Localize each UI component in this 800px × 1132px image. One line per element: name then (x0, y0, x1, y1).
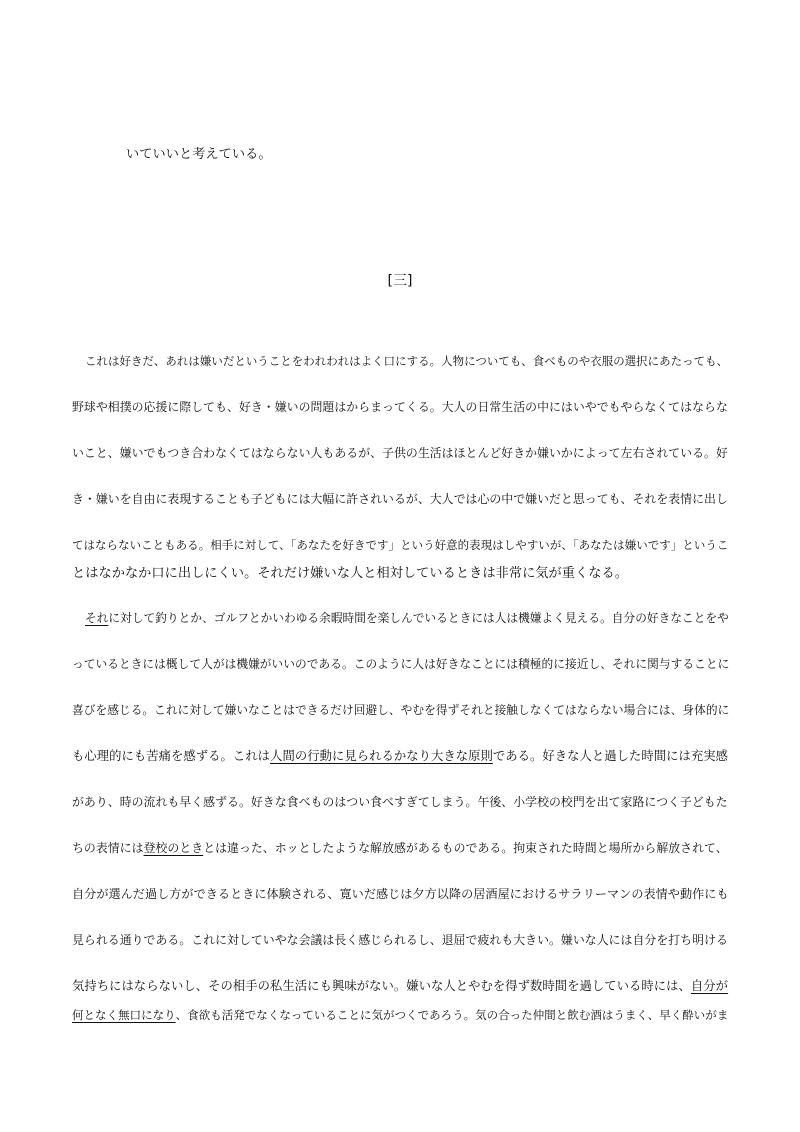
paragraph2-line-6 (72, 838, 728, 858)
paragraph2-line-9 (72, 976, 728, 996)
paragraph1-line-1: これは好きだ、あれは嫌いだということをわれわれはよく口にする。人物についても、食べものや衣服の選択にあたっても、 (85, 354, 729, 368)
paragraph2-line-5: があり、時の流れも早く感ずる。好きな食べものはつい食べすぎてしまう。午後、小学校の校門を出て家路につく子どもた (72, 795, 728, 809)
text-span: ちの表情には (72, 841, 144, 855)
text-span: とは違った、ホッとしたような解放感があるものである。拘束された時間と場所から解放されて、 (203, 841, 728, 855)
paragraph1-line-4: き・嫌いを自由に表現することも子どもには大幅に許されいるが、大人では心の中で嫌いだと思っても、それを表情に出し (72, 492, 728, 506)
paragraph2-line-10 (72, 1005, 728, 1025)
paragraph2-line-2: っているときには概して人がは機嫌がいいのである。このように人は好きなことには積極的に接近し、それに関与することに (72, 657, 730, 671)
paragraph2-line-1 (85, 608, 729, 628)
top-fragment: いていいと考えている。 (126, 147, 272, 162)
paragraph1-line-2: 野球や相撲の応援に際しても、好き・嫌いの問題はからまってくる。大人の日常生活の中にはいやでもやらなくてはならな (72, 400, 728, 414)
paragraph1-line-5: てはならないこともある。相手に対して、「あなたを好きです」という好意的表現はしやすいが、「あなたは嫌いです」というこ (72, 538, 729, 552)
paragraph1-line-6: とはなかなか口に出しにくい。それだけ嫌いな人と相対しているときは非常に気が重くなる。 (72, 566, 628, 581)
underlined-phrase: それ (85, 611, 109, 625)
paragraph2-line-7: 自分が選んだ過し方ができるときに体験される、寛いだ感じは夕方以降の居酒屋におけるサラリーマンの表情や動作にも (72, 887, 729, 901)
text-span: も心理的にも苦痛を感ずる。これは (72, 749, 271, 763)
paragraph2-line-8: 見られる通りである。これに対していやな会議は長く感じられるし、退屈で疲れも大きい。嫌いな人には自分を打ち明ける (72, 933, 728, 947)
underlined-phrase: 何となく無口になり (72, 1008, 176, 1022)
text-span: 気持ちにはならないし、その相手の私生活にも興味がない。嫌いな人とやむを得ず数時間を過している時には、 (72, 979, 691, 993)
underlined-phrase: 人間の行動に見られるかなり大きな原則 (270, 749, 493, 763)
paragraph1-line-3: いこと、嫌いでもつき合わなくてはならない人もあるが、子供の生活はほとんど好きか嫌いかによって左右されている。好 (72, 446, 728, 460)
section-heading: [三] (387, 273, 413, 289)
paragraph2-line-3: 喜びを感じる。これに対して嫌いなことはできるだけ回避し、やむを得ずそれと接触しなくてはならない場合には、身体的に (72, 703, 730, 717)
text-span: に対して釣りとか、ゴルフとかいわゆる余暇時間を楽しんでいるときには人は機嫌よく見える。自分の好きなことをや (108, 611, 729, 625)
text-span: である。好きな人と過した時間には充実感 (492, 749, 729, 763)
underlined-phrase: 自分が (690, 979, 729, 993)
underlined-phrase: 登校のとき (143, 841, 204, 855)
text-span: 、食欲も活発でなくなっていることに気がつくであろう。気の合った仲間と飲む酒はうまく、早く酔いがま (175, 1008, 729, 1022)
paragraph2-line-4 (72, 746, 728, 766)
